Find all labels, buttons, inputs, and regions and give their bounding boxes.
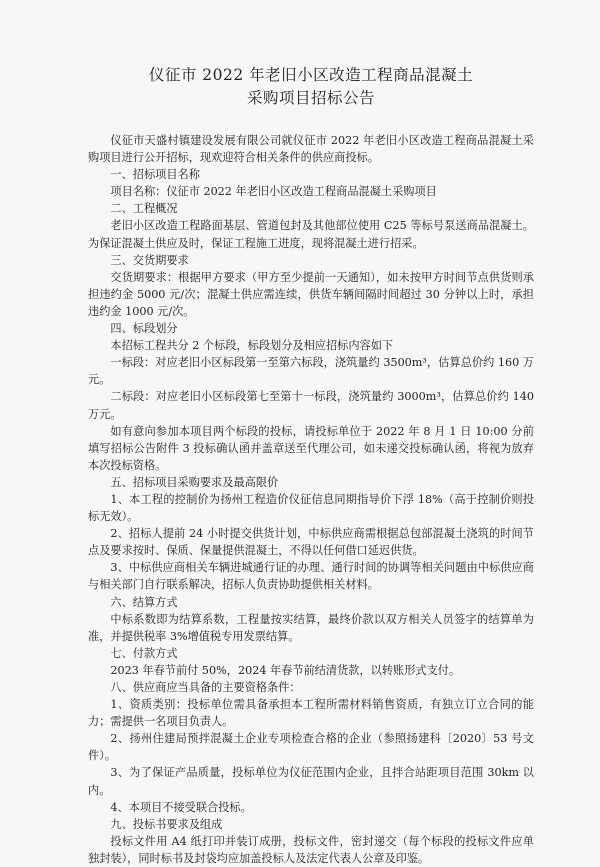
section-heading-4: 四、标段划分 bbox=[110, 322, 178, 336]
section-4-paragraph: 一标段：对应老旧小区标段第一至第六标段，浇筑量约 3500m³，估算总价约 160 万元。 bbox=[88, 356, 534, 387]
section-4-paragraph: 二标段：对应老旧小区标段第七至第十一标段，浇筑量约 3000m³，估算总价约 140 万元。 bbox=[88, 390, 534, 421]
section-5-paragraph: 1、本工程的控制价为扬州工程造价仪征信息同期指导价下浮 18%（高于控制价则投标无效）。 bbox=[88, 492, 534, 524]
section-5-paragraph: 3、中标供应商相关车辆进城通行证的办理、通行时间的协调等相关问题由中标供应商与相关部门自行联系解决，招标人负责协助提供相关材料。 bbox=[88, 561, 534, 592]
document-body bbox=[88, 132, 534, 867]
section-9-paragraph: 投标文件用 A4 纸打印并装订成册，投标文件，密封递交（每个标段的投标文件应单独封装），同时标书及封袋均应加盖投标人及法定代表人公章及印鉴。 bbox=[88, 834, 534, 865]
section-heading-2: 二、工程概况 bbox=[110, 202, 178, 216]
section-heading-5: 五、招标项目采购要求及最高限价 bbox=[110, 475, 279, 489]
title-line-2: 采购项目招标公告 bbox=[246, 89, 375, 107]
section-5-paragraph: 2、招标人提前 24 小时提交供货计划，中标供应商需根据总包部混凝土浇筑的时间节点及要求按时、保质、保量提供混凝土，不得以任何借口延迟供货。 bbox=[88, 527, 534, 558]
section-6-paragraph: 中标系数即为结算系数，工程量按实结算，最终价款以双方相关人员签字的结算单为准，并提供税率 3%增值税专用发票结算。 bbox=[88, 612, 534, 643]
section-heading-3: 三、交货期要求 bbox=[110, 253, 189, 267]
section-heading-6: 六、结算方式 bbox=[110, 595, 178, 609]
section-4-paragraph: 如有意向参加本项目两个标段的投标，请投标单位于 2022 年 8 月 1 日 10:00 分前填写招标公告附件 3 投标确认函并盖章送至代理公司，如未递交投标确认函，将视为放弃本次投标资格。 bbox=[88, 424, 534, 472]
section-7-paragraph: 2023 年春节前付 50%，2024 年春节前结清货款，以转账形式支付。 bbox=[110, 663, 461, 677]
title-line-1: 仪征市 2022 年老旧小区改造工程商品混凝土 bbox=[148, 66, 474, 84]
section-heading-7: 七、付款方式 bbox=[110, 646, 178, 660]
section-3-paragraph: 交货期要求：根据甲方要求（甲方至少提前一天通知），如未按甲方时间节点供货则承担违约金 5000 元/次；混凝土供应需连续，供货车辆间隔时间超过 30 分钟以上时，承担违约金 1000 元/次。 bbox=[88, 270, 534, 318]
section-heading-1: 一、招标项目名称 bbox=[110, 168, 200, 182]
section-8-paragraph: 1、资质类别：投标单位需具备承担本工程所需材料销售资质，有独立订立合同的能力；需提供一名项目负责人。 bbox=[88, 698, 534, 729]
section-4-paragraph: 本招标工程共分 2 个标段，标段划分及相应招标内容如下 bbox=[110, 339, 394, 353]
section-heading-9: 九、投标书要求及组成 bbox=[110, 817, 223, 831]
section-8-paragraph: 3、为了保证产品质量，投标单位为仪征范围内企业，且拌合站距项目范围 30km 以内。 bbox=[88, 766, 534, 797]
intro-paragraph: 仪征市天盛村镇建设发展有限公司就仪征市 2022 年老旧小区改造工程商品混凝土采购项目进行公开招标，现欢迎符合相关条件的供应商投标。 bbox=[88, 134, 534, 165]
section-1-paragraph: 项目名称：仪征市 2022 年老旧小区改造工程商品混凝土采购项目 bbox=[110, 185, 437, 199]
section-2-paragraph: 老旧小区改造工程路面基层、管道包封及其他部位使用 C25 等标号泵送商品混凝土。为保证混凝土供应及时，保证工程施工进度，现将混凝土进行招采。 bbox=[88, 219, 534, 250]
document-title bbox=[88, 64, 534, 110]
section-heading-8: 八、供应商应当具备的主要资格条件： bbox=[110, 681, 301, 694]
section-8-paragraph: 4、本项目不接受联合投标。 bbox=[110, 800, 252, 814]
section-8-paragraph: 2、扬州住建局预拌混凝土企业专项检查合格的企业（参照扬建科〔2020〕53 号文件）。 bbox=[88, 732, 534, 763]
